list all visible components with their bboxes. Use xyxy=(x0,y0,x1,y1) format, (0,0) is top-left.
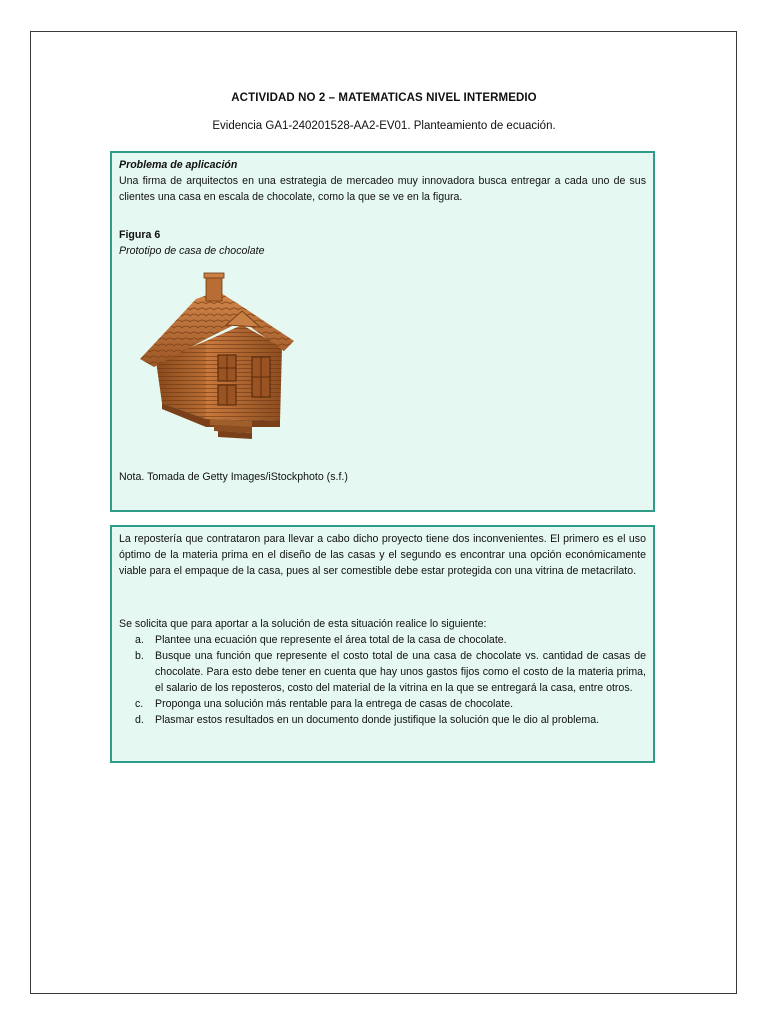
document-title: ACTIVIDAD NO 2 – MATEMATICAS NIVEL INTERMEDIO xyxy=(231,92,537,104)
list-marker: a. xyxy=(135,634,144,646)
task-paragraph: La repostería que contrataron para llevar a cabo dicho proyecto tiene dos inconvenientes. El primero es el uso óptimo de la materia prima en el diseño de las casas y el segundo es encontrar una opción económicamente viable para el empaque de la casa, pues al ser comestible debe estar protegida con una vitrina de metacrilato. xyxy=(119,533,646,577)
list-item xyxy=(135,632,646,648)
list-item-text: Plantee una ecuación que represente el área total de la casa de chocolate. xyxy=(155,634,507,646)
list-marker: b. xyxy=(135,650,144,662)
task-request: Se solicita que para aportar a la solución de esta situación realice lo siguiente: xyxy=(119,618,487,630)
list-item xyxy=(135,648,646,696)
task-list xyxy=(119,632,646,728)
list-item-text: Plasmar estos resultados en un documento donde justifique la solución que le dio al problema. xyxy=(155,714,600,726)
list-marker: c. xyxy=(135,698,144,710)
figure-caption: Prototipo de casa de chocolate xyxy=(119,245,265,257)
problem-text xyxy=(119,157,646,205)
document-subtitle: Evidencia GA1-240201528-AA2-EV01. Planteamiento de ecuación. xyxy=(212,120,556,132)
figure-note: Nota. Tomada de Getty Images/iStockphoto (s.f.) xyxy=(119,471,348,483)
list-item-text: Proponga una solución más rentable para la entrega de casas de chocolate. xyxy=(155,698,514,710)
list-marker: d. xyxy=(135,714,144,726)
list-item xyxy=(135,696,646,712)
figure-caption-block xyxy=(119,227,646,259)
problem-box xyxy=(110,151,655,512)
list-item-text: Busque una función que represente el costo total de una casa de chocolate vs. cantidad de casas de chocolate. Para esto debe tener en cuenta que hay unos gastos fijos como el costo de la materia prima, el salario de los reposteros, costo del material de la vitrina en la que se entregará la casa, entre otros. xyxy=(155,650,646,694)
list-item xyxy=(135,712,646,728)
figure-label: Figura 6 xyxy=(119,229,161,241)
task-box xyxy=(110,525,655,763)
problem-intro: Una firma de arquitectos en una estrategia de mercadeo muy innovadora busca entregar a cada uno de sus clientes una casa en escala de chocolate, como la que se ve en la figura. xyxy=(119,175,646,203)
problem-heading: Problema de aplicación xyxy=(119,159,238,171)
chocolate-house-image xyxy=(134,269,312,447)
